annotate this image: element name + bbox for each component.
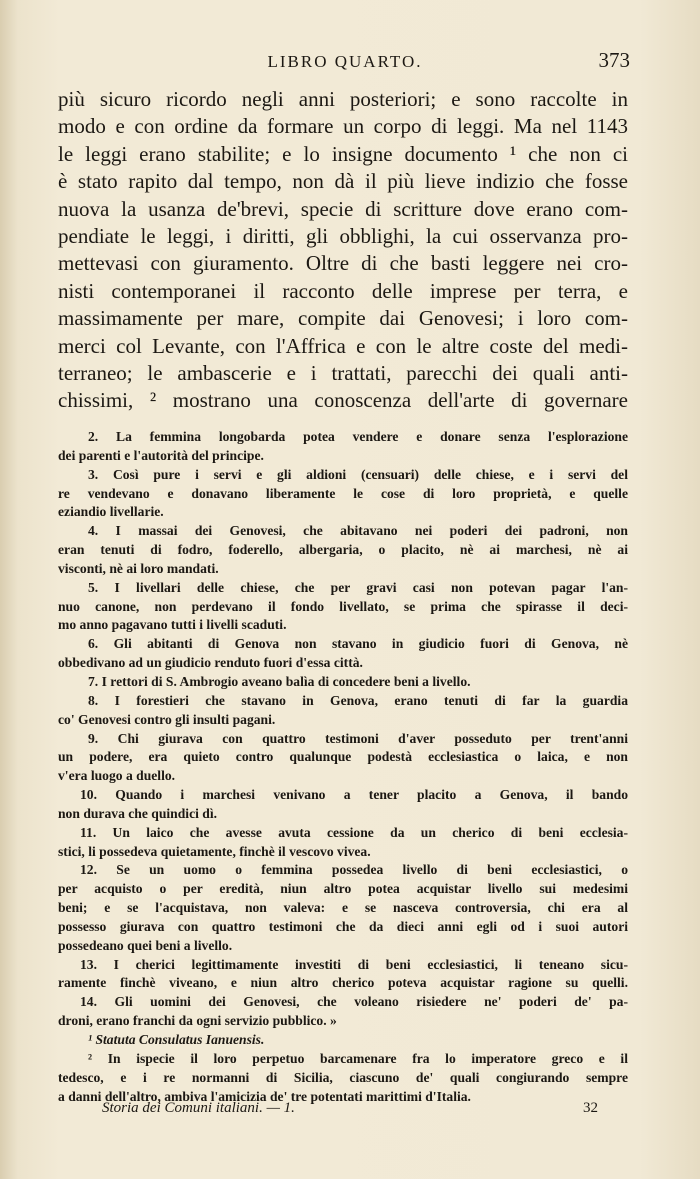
note-line: 3. Così pure i servi e gli aldioni (censuari) delle chiese, e i servi del (88, 466, 628, 482)
note-line: 10. Quando i marchesi venivano a tener placito a Genova, il bando (80, 787, 628, 803)
signature-number: 32 (583, 1100, 598, 1116)
page-header (60, 48, 630, 78)
body-text-line: merci col Levante, con l'Affrica e con le altre coste del medi- (58, 333, 628, 358)
page-number: 373 (598, 48, 630, 72)
note-line: tedesco, e i re normanni di Sicilia, ciascuno de' quali congiurando sempre (58, 1069, 628, 1085)
running-title: LIBRO QUARTO. (267, 52, 423, 71)
body-text-line: nisti contemporanei il racconto delle imprese per terra, e (58, 278, 628, 303)
body-text-line: pendiate le leggi, i diritti, gli obblighi, la cui osservanza pro- (58, 224, 628, 249)
note-line: droni, erano franchi da ogni servizio pubblico. » (58, 1013, 337, 1029)
signature-line: Storia dei Comuni italiani. — 1. (102, 1100, 295, 1116)
note-line: 7. I rettori di S. Ambrogio aveano balìa di concedere beni a livello. (88, 673, 471, 689)
note-line: 12. Se un uomo o femmina possedea livello di beni ecclesiastici, o (80, 862, 628, 878)
note-line: beni; e se l'acquistava, non valeva: e se nasceva controversia, chi era al (58, 900, 628, 916)
note-line: co' Genovesi contro gli insulti pagani. (58, 711, 276, 727)
note-line: stici, li possedeva quietamente, finchè il vescovo vivea. (58, 843, 371, 859)
note-line: v'era luogo a duello. (58, 768, 176, 784)
note-line: per acquisto o per eredità, niun altro potea acquistar livello sui medesimi (58, 881, 628, 897)
body-text-line: è stato rapito dal tempo, non dà il più lieve indizio che fosse (58, 169, 628, 194)
note-line: visconti, nè ai loro mandati. (58, 560, 219, 576)
note-line: nuo canone, non perdevano il fondo livellato, se prima che spirasse il deci- (58, 598, 628, 614)
note-line: re vendevano e donavano liberamente le cose di loro proprietà, e quelle (58, 485, 628, 501)
body-text-line: chissimi, ² mostrano una conoscenza dell'arte di governare (58, 388, 628, 413)
note-line: non durava che quindici dì. (58, 805, 218, 821)
note-line: 14. Gli uomini dei Genovesi, che voleano risiedere ne' poderi de' pa- (80, 994, 628, 1010)
note-line: possedeano quei beni a livello. (58, 937, 233, 953)
note-line: 2. La femmina longobarda potea vendere e donare senza l'esplorazione (88, 429, 628, 444)
note-line: obbedivano ad un giudicio renduto fuori d'essa città. (58, 655, 363, 671)
note-line: 13. I cherici legittimamente investiti di beni ecclesiastici, li teneano sicu- (80, 956, 628, 972)
note-line: a danni dell'altro, ambiva l'amicizia de' tre potentati marittimi d'Italia. (58, 1088, 471, 1104)
footnotes-block (58, 428, 628, 1106)
note-line: eran tenuti di fodro, foderello, albergaria, o placito, nè ai marchesi, nè ai (58, 542, 628, 558)
body-text-line: terraneo; le ambascerie e i trattati, parecchi dei quali anti- (58, 361, 628, 386)
page-footer (58, 1100, 628, 1122)
note-line: 5. I livellari delle chiese, che per gravi casi non potevan pagar l'an- (88, 579, 628, 595)
note-line: dei parenti e l'autorità del principe. (58, 447, 264, 463)
note-line: un podere, era quieto contro qualunque podestà ecclesiastica o laica, e non (58, 749, 628, 765)
body-text-line: nuova la usanza de'brevi, specie di scritture dove erano com- (58, 196, 628, 221)
note-line: eziandio livellarie. (58, 504, 164, 520)
main-text-block (58, 86, 628, 415)
body-text-line: mettevasi con giuramento. Oltre di che basti leggere nei cro- (58, 251, 628, 276)
body-text-line: le leggi erano stabilite; e lo insigne documento ¹ che non ci (58, 141, 628, 166)
note-line: ¹ Statuta Consulatus Ianuensis. (88, 1032, 265, 1047)
note-line: ² In ispecie il loro perpetuo barcamenare fra lo imperatore greco e il (88, 1050, 628, 1066)
note-line: 4. I massai dei Genovesi, che abitavano nei poderi dei padroni, non (88, 523, 628, 539)
note-line: 6. Gli abitanti di Genova non stavano in giudicio fuori di Genova, nè (88, 636, 628, 652)
body-text-line: più sicuro ricordo negli anni posteriori; e sono raccolte in (58, 87, 628, 111)
note-line: 8. I forestieri che stavano in Genova, erano tenuti di far la guardia (88, 692, 628, 708)
note-line: 9. Chi giurava con quattro testimoni d'aver posseduto per trent'anni (88, 730, 628, 746)
note-line: mo anno pagavano tutti i livelli scaduti. (58, 617, 287, 633)
note-line: 11. Un laico che avesse avuta cessione da un cherico di beni ecclesia- (80, 824, 628, 840)
note-line: ramente finchè viveano, e niun altro cherico poteva acquistar ragione su quelli. (58, 975, 628, 991)
body-text-line: massimamente per mare, compite dai Genovesi; i loro com- (58, 306, 628, 331)
note-line: possesso giurava con quattro testimoni che da dieci anni egli od i suoi autori (58, 918, 628, 934)
body-text-line: modo e con ordine da formare un corpo di leggi. Ma nel 1143 (58, 114, 628, 139)
